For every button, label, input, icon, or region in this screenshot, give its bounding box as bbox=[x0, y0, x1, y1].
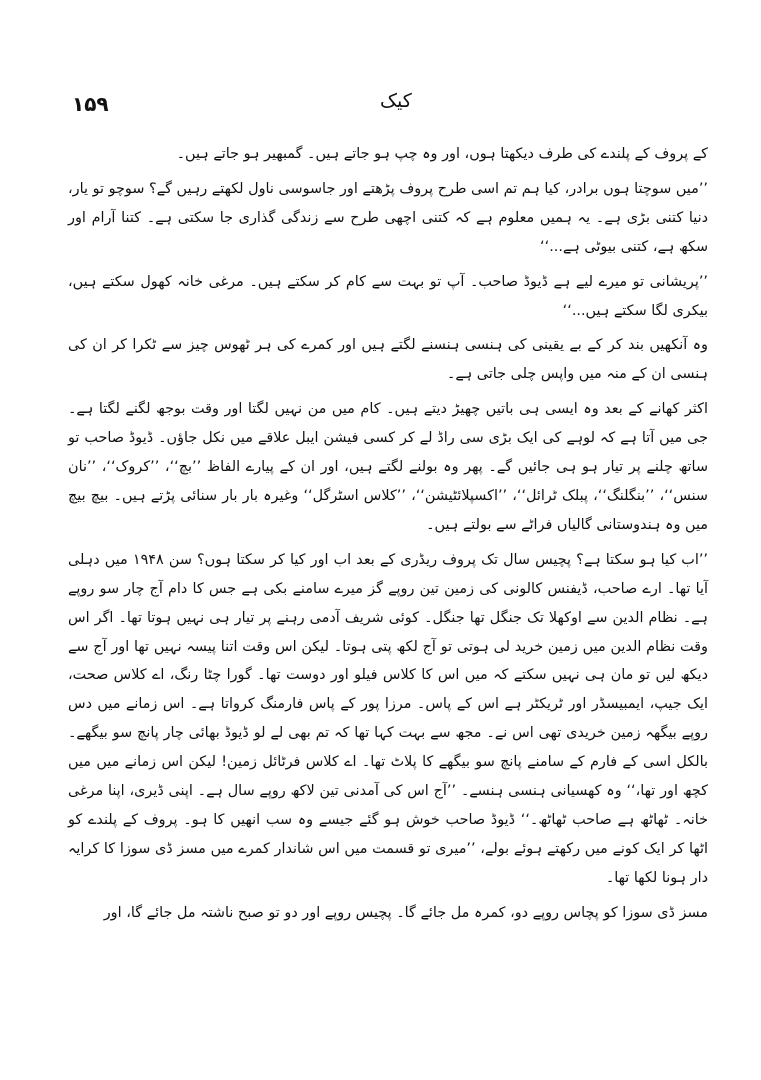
paragraph: اکثر کھانے کے بعد وہ ایسی ہی باتیں چھیڑ دیتے ہیں۔ کام میں من نہیں لگتا اور وقت بوجھ لگنے لگتا ہے۔ جی میں آتا ہے کہ لوہے کی ایک بڑی سی راڈ لے کر کسی فیشن ایبل علاقے میں نکل جاؤں۔ ڈیوڈ صاحب تو ساتھ چلنے پر تیار ہو ہی جائیں گے۔ پھر وہ بولنے لگتے ہیں، اور ان کے پیارے الفاظ ’’بچ‘‘، ’’کروک‘‘، ’’نان سنس‘‘، ’’بنگلنگ‘‘، پبلک ٹرائل‘‘، ’’اکسپلائٹیشن‘‘، ’’کلاس اسٹرگل‘‘ وغیرہ بار بار سنائی پڑتے ہیں۔ بیچ بیچ میں وہ ہندوستانی گالیاں فراٹے سے بولتے ہیں۔ bbox=[68, 401, 708, 533]
paragraph: ’’پریشانی تو میرے لیے ہے ڈیوڈ صاحب۔ آپ تو بہت سے کام کر سکتے ہیں۔ مرغی خانہ کھول سکتے ہیں، بیکری لگا سکتے ہیں...‘‘ bbox=[68, 273, 708, 319]
paragraph: ’’اب کیا ہو سکتا ہے؟ پچیس سال تک پروف ریڈری کے بعد اب اور کیا کر سکتا ہوں؟ سن ۱۹۴۸ میں دہلی آیا تھا۔ ارے صاحب، ڈیفنس کالونی کی زمین تین روپے گز میرے سامنے بکی ہے جس کا دام آج چار سو روپے ہے۔ نظام الدین سے اوکھلا تک جنگل تھا جنگل۔ کوئی شریف آدمی رہنے پر تیار ہی نہیں ہوتا تھا۔ اگر اس وقت نظام الدین میں زمین خرید لی ہوتی تو آج لکھ پتی ہوتا۔ لیکن اس وقت اتنا پیسہ نہیں تھا اور آج سے دیکھ لیں تو مان ہی نہیں سکتے کہ میں اس کا کلاس فیلو اور دوست تھا۔ گورا چٹا رنگ، اے کلاس صحت، ایک جیپ، ایمبیسڈر اور ٹریکٹر ہے اس کے پاس۔ مرزا پور کے پاس فارمنگ کرواتا ہے۔ اس زمانے میں دس روپے بیگھہ زمین خریدی تھی اس نے۔ مجھ سے بہت کہا تھا کہ تم بھی لے لو ڈیوڈ بھائی چار پانچ سو بیگھے۔ بالکل اسی کے فارم کے سامنے پانچ سو بیگھے کا پلاٹ تھا۔ اے کلاس فرٹائل زمین! لیکن اس زمانے میں میں کچھ اور تھا،‘‘ وہ کھسیانی ہنسی ہنسے۔ ’’آج اس کی آمدنی تین لاکھ روپے سال ہے۔ اپنی ڈیری، اپنا مرغی خانہ۔ ٹھاٹھ ہے صاحب ٹھاٹھ۔‘‘ ڈیوڈ صاحب خوش ہو گئے جیسے وہ سب انھیں کا ہو۔ پروف کے پلندے کو اٹھا کر ایک کونے میں رکھتے ہوئے بولے، ’’میری تو قسمت میں اس شاندار کمرے میں مسز ڈی سوزا کا کرایہ دار ہونا لکھا تھا۔ bbox=[68, 551, 708, 886]
running-title: کیک bbox=[380, 90, 412, 112]
paragraph: کے پروف کے پلندے کی طرف دیکھتا ہوں، اور وہ چپ ہو جاتے ہیں۔ گمبھیر ہو جاتے ہیں۔ bbox=[176, 146, 708, 162]
page-number: ۱۵۹ bbox=[72, 92, 109, 116]
page-body bbox=[68, 140, 708, 934]
paragraph: ’’میں سوچتا ہوں برادر، کیا ہم تم اسی طرح پروف پڑھتے اور جاسوسی ناول لکھتے رہیں گے؟ سوچو تو یار، دنیا کتنی بڑی ہے۔ یہ ہمیں معلوم ہے کہ کتنی اچھی طرح سے زندگی گذاری جا سکتی ہے۔ کتنا آرام اور سکھ ہے، کتنی بیوٹی ہے...‘‘ bbox=[68, 180, 708, 255]
paragraph: وہ آنکھیں بند کر کے بے یقینی کی ہنسی ہنسنے لگتے ہیں اور کمرے کی ہر ٹھوس چیز سے ٹکرا کر ان کی ہنسی ان کے منہ میں واپس چلی جاتی ہے۔ bbox=[68, 337, 708, 383]
paragraph: مسز ڈی سوزا کو پچاس روپے دو، کمرہ مل جائے گا۔ پچیس روپے اور دو تو صبح ناشتہ مل جائے گا، اور bbox=[103, 904, 708, 921]
